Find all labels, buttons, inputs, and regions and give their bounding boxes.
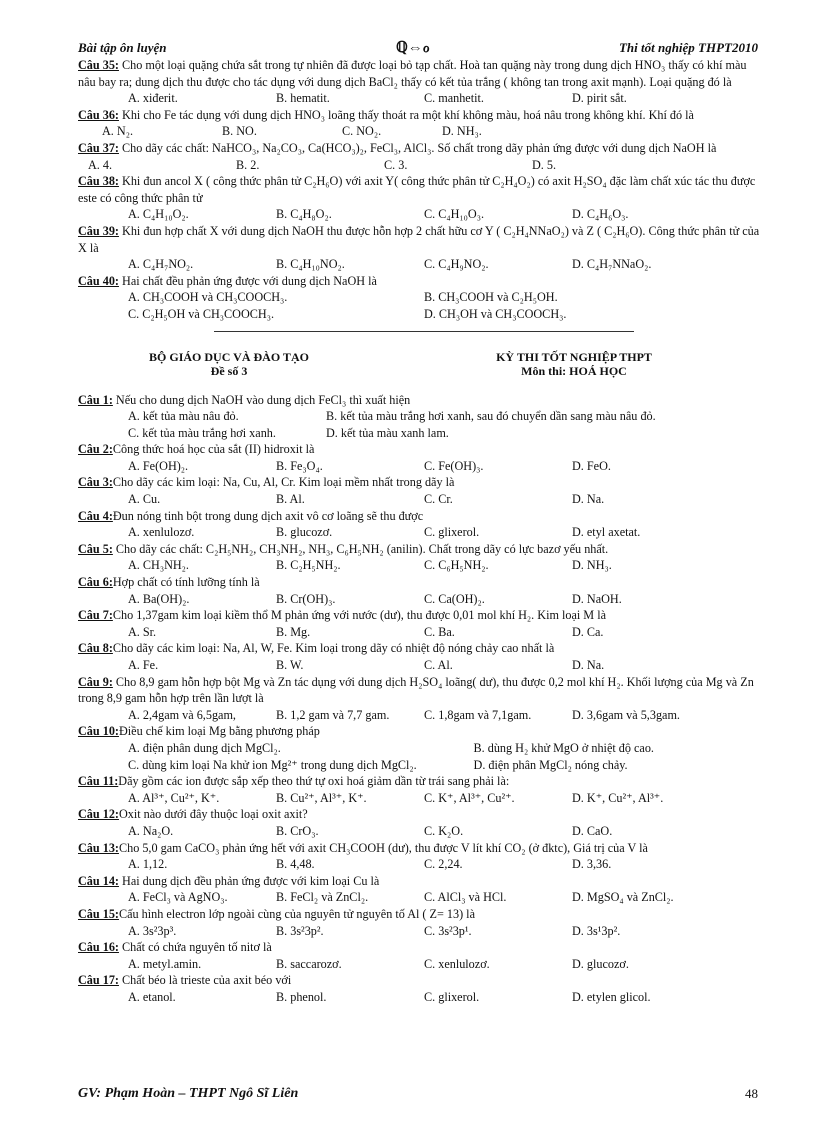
answer-option: A. điện phân dung dịch MgCl₂. bbox=[128, 740, 281, 755]
answer-options bbox=[78, 823, 760, 840]
answer-options bbox=[78, 856, 760, 873]
answer-options bbox=[78, 591, 760, 608]
answer-option: B. kết tủa màu trắng hơi xanh, sau đó chuyển dần sang màu nâu đỏ. bbox=[326, 409, 656, 424]
options-40b: C. C₂H₅OH và CH₃COOCH₃. D. CH₃OH và CH₃COOCH₃. bbox=[128, 306, 567, 321]
answer-option: D. K⁺, Cu²⁺, Al³⁺. bbox=[572, 790, 664, 805]
exam-title: KỲ THI TỐT NGHIỆP THPT bbox=[496, 349, 652, 364]
answer-options bbox=[78, 557, 760, 574]
answer-option: D. 3s¹3p². bbox=[572, 923, 621, 938]
answer-option: B. 3s²3p². bbox=[276, 923, 324, 938]
answer-option: A. 2,4gam và 6,5gam, bbox=[128, 707, 236, 722]
options-39: A. C₄H₇NO₂. B. C₄H₁₀NO₂. C. C₄H₉NO₂. D. C₄H₇NNaO₂. bbox=[128, 257, 652, 272]
answer-option: C. 3s²3p¹. bbox=[424, 923, 472, 938]
answer-option: A. CH₃NH₂. bbox=[128, 558, 189, 573]
answer-option: C. AlCl₃ và HCl. bbox=[424, 890, 507, 905]
answer-options bbox=[78, 408, 760, 425]
answer-option: A. FeCl₃ và AgNO₃. bbox=[128, 890, 228, 905]
question-item: Câu 16: Chất có chứa nguyên tố nitơ là bbox=[78, 940, 272, 955]
answer-option: C. 2,24. bbox=[424, 857, 463, 872]
answer-option: A. Fe(OH)₂. bbox=[128, 458, 189, 473]
header-right: Thi tốt nghiệp THPT2010 bbox=[618, 40, 758, 55]
answer-option: A. Sr. bbox=[128, 624, 157, 639]
question-39: Câu 39: Khi đun hợp chất X với dung dịch NaOH thu được hỗn hợp 2 chất hữu cơ Y ( C₂H₄NNaO₂) và Z ( C₂H₆O). Công thức phân tử của X là bbox=[78, 223, 760, 255]
exam-subject: Môn thi: HOÁ HỌC bbox=[521, 363, 627, 378]
options-35: A. xiđerit. B. hematit. C. manhetit. D. pirit sắt. bbox=[128, 91, 627, 106]
question-item: Câu 1: Nếu cho dung dịch NaOH vào dung dịch FeCl₃ thì xuất hiện bbox=[78, 392, 411, 407]
answer-option: C. glixerol. bbox=[424, 525, 480, 540]
page-number: 48 bbox=[745, 1086, 758, 1101]
ministry-name: BỘ GIÁO DỤC VÀ ĐÀO TẠO bbox=[149, 349, 309, 364]
question-item: Câu 8:Cho dãy các kim loại: Na, Al, W, Fe. Kim loại trong dãy có nhiệt độ nóng chảy cao nhất là bbox=[78, 641, 555, 656]
question-38: Câu 38: Khi đun ancol X ( công thức phân tử C₂H₆O) với axit Y( công thức phân tử C₂H₄O₂) có axit H₂SO₄ đặc làm chất xúc tác thu được este có công thức phân tử bbox=[78, 174, 756, 205]
answer-options bbox=[78, 657, 760, 674]
answer-option: B. phenol. bbox=[276, 989, 327, 1004]
answer-option: A. xenlulozơ. bbox=[128, 525, 195, 540]
answer-option: D. 3,36. bbox=[572, 857, 612, 872]
answer-option: B. Fe₃O₄. bbox=[276, 458, 323, 473]
answer-options bbox=[78, 790, 760, 807]
answer-option: B. Cr(OH)₃. bbox=[276, 591, 336, 606]
answer-option: D. CaO. bbox=[572, 823, 613, 838]
answer-option: A. 3s²3p³. bbox=[128, 923, 177, 938]
answer-option: D. NaOH. bbox=[572, 591, 622, 606]
answer-option: D. Na. bbox=[572, 658, 605, 672]
answer-options bbox=[78, 889, 760, 906]
answer-options bbox=[78, 425, 760, 442]
question-item: Câu 17: Chất béo là trieste của axit béo với bbox=[78, 973, 292, 988]
header-left: Bài tập ôn luyện bbox=[78, 40, 167, 55]
answer-option: D. kết tủa màu xanh lam. bbox=[326, 425, 449, 440]
question-item: Câu 6:Hợp chất có tính lưỡng tính là bbox=[78, 575, 260, 590]
answer-options bbox=[78, 524, 760, 541]
question-item: Câu 13:Cho 5,0 gam CaCO₃ phản ứng hết với axit CH₃COOH (dư), thu được V lít khí CO₂ (ở đktc), Giá trị của V là bbox=[78, 840, 648, 855]
answer-option: D. Ca. bbox=[572, 624, 604, 639]
answer-option: D. MgSO₄ và ZnCl₂. bbox=[572, 890, 674, 905]
answer-option: B. W. bbox=[276, 658, 304, 672]
answer-option: D. etylen glicol. bbox=[572, 989, 651, 1004]
question-item: Câu 7:Cho 1,37gam kim loại kiềm thổ M phản ứng với nước (dư), thu được 0,01 mol khí H₂. Kim loại M là bbox=[78, 608, 606, 623]
question-item: Câu 10:Điều chế kim loại Mg bằng phương pháp bbox=[78, 724, 320, 739]
document-body bbox=[78, 57, 760, 1005]
answer-option: A. Ba(OH)₂. bbox=[128, 591, 190, 606]
answer-option: C. dùng kim loại Na khử ion Mg²⁺ trong dung dịch MgCl₂. bbox=[128, 757, 417, 772]
answer-options bbox=[78, 923, 760, 940]
answer-option: A. 1,12. bbox=[128, 857, 168, 872]
answer-option: C. kết tủa màu trắng hơi xanh. bbox=[128, 425, 276, 440]
answer-option: B. FeCl₂ và ZnCl₂. bbox=[276, 890, 369, 905]
answer-option: C. Ca(OH)₂. bbox=[424, 591, 485, 606]
answer-option: A. etanol. bbox=[128, 989, 176, 1004]
question-37: Câu 37: Cho dãy các chất: NaHCO₃, Na₂CO₃, Ca(HCO₃)₂, FeCl₃, AlCl₃. Số chất trong dãy phản ứng được với dung dịch NaOH là A. 4. B. 2. C. 3. D. 5. bbox=[78, 140, 717, 172]
question-36: Câu 36: Khi cho Fe tác dụng với dung dịch HNO₃ loãng thấy thoát ra một khí không màu, hoá nâu trong không khí. Khí đó là A. N₂. B. NO. C. NO₂. D. NH₃. bbox=[78, 107, 694, 139]
answer-option: B. Cu²⁺, Al³⁺, K⁺. bbox=[276, 790, 367, 805]
answer-options bbox=[78, 757, 760, 774]
answer-options bbox=[78, 989, 760, 1006]
answer-option: C. xenlulozơ. bbox=[424, 956, 490, 971]
answer-options bbox=[78, 740, 760, 757]
question-list bbox=[78, 392, 760, 1006]
question-item: Câu 2:Công thức hoá học của sắt (II) hidroxit là bbox=[78, 442, 315, 457]
answer-option: C. K₂O. bbox=[424, 823, 464, 838]
answer-option: A. Al³⁺, Cu²⁺, K⁺. bbox=[128, 790, 220, 805]
section-divider bbox=[214, 331, 634, 332]
question-item: Câu 4:Đun nóng tinh bột trong dung dịch axit vô cơ loãng sẽ thu được bbox=[78, 508, 424, 523]
answer-options bbox=[78, 458, 760, 475]
options-40a: A. CH₃COOH và CH₃COOCH₃. B. CH₃COOH và C₂H₅OH. bbox=[128, 290, 558, 305]
answer-option: D. Na. bbox=[572, 492, 605, 507]
answer-option: B. C₂H₅NH₂. bbox=[276, 558, 341, 573]
answer-option: D. glucozơ. bbox=[572, 956, 629, 971]
answer-option: D. etyl axetat. bbox=[572, 525, 641, 540]
answer-option: B. 1,2 gam và 7,7 gam. bbox=[276, 707, 390, 722]
answer-option: A. Fe. bbox=[128, 658, 159, 672]
page-header bbox=[78, 40, 758, 58]
answer-option: C. glixerol. bbox=[424, 989, 480, 1004]
answer-option: C. C₆H₅NH₂. bbox=[424, 558, 489, 573]
answer-option: C. Ba. bbox=[424, 624, 455, 639]
question-item: Câu 5: Cho dãy các chất: C₂H₅NH₂, CH₃NH₂, NH₃, C₆H₅NH₂ (anilin). Chất trong dãy có lực bazơ yếu nhất. bbox=[78, 541, 609, 556]
answer-option: D. điện phân MgCl₂ nóng chảy. bbox=[473, 757, 628, 772]
answer-option: B. glucozơ. bbox=[276, 525, 333, 540]
answer-option: C. K⁺, Al³⁺, Cu²⁺. bbox=[424, 790, 515, 805]
answer-option: B. dùng H₂ khử MgO ở nhiệt độ cao. bbox=[473, 740, 654, 755]
answer-option: A. Na₂O. bbox=[128, 823, 174, 838]
footer-author: GV: Phạm Hoàn – THPT Ngô Sĩ Liên bbox=[78, 1086, 299, 1101]
question-item: Câu 12:Oxit nào dưới đây thuộc loại oxit axit? bbox=[78, 807, 308, 822]
answer-options bbox=[78, 491, 760, 508]
answer-option: B. saccarozơ. bbox=[276, 956, 342, 971]
answer-option: A. Cu. bbox=[128, 492, 161, 507]
answer-option: B. CrO₃. bbox=[276, 823, 319, 838]
answer-option: D. 3,6gam và 5,3gam. bbox=[572, 707, 680, 722]
options-38: A. C₄H₁₀O₂. B. C₄H₈O₂. C. C₄H₁₀O₃. D. C₄H₆O₃. bbox=[128, 207, 629, 222]
question-item: Câu 3:Cho dãy các kim loại: Na, Cu, Al, Cr. Kim loại mềm nhất trong dãy là bbox=[78, 475, 455, 490]
exam-number: Đề số 3 bbox=[210, 363, 248, 378]
answer-options bbox=[78, 707, 760, 724]
answer-option: C. Cr. bbox=[424, 492, 453, 507]
answer-option: D. NH₃. bbox=[572, 558, 612, 573]
answer-option: C. Al. bbox=[424, 658, 453, 672]
question-item: Câu 15:Cấu hình electron lớp ngoài cùng của nguyên tử nguyên tố Al ( Z= 13) là bbox=[78, 906, 475, 921]
answer-option: D. FeO. bbox=[572, 458, 611, 473]
question-item: Câu 14: Hai dung dịch đều phản ứng được với kim loại Cu là bbox=[78, 873, 380, 888]
question-item: Câu 11:Dãy gồm các ion được sắp xếp theo thứ tự oxi hoá giảm dần từ trái sang phải là: bbox=[78, 774, 510, 789]
answer-option: C. Fe(OH)₃. bbox=[424, 458, 484, 473]
answer-options bbox=[78, 624, 760, 641]
answer-option: A. kết tủa màu nâu đỏ. bbox=[128, 409, 239, 424]
answer-options bbox=[78, 956, 760, 973]
answer-option: C. 1,8gam và 7,1gam. bbox=[424, 707, 532, 722]
question-35: Câu 35: Cho một loại quặng chứa sắt trong tự nhiên đã được loại bỏ tạp chất. Hoà tan quặng này trong dung dịch HNO₃ thấy có khí màu nâu bay ra; dung dịch thu được cho tác dụng với dung dịch BaCl₂ thấy có kết tủa trắng ( không tan trong axit mạnh). Loại quặng đó là bbox=[78, 58, 747, 89]
answer-option: B. Mg. bbox=[276, 624, 311, 639]
page-footer bbox=[78, 1086, 758, 1102]
exam-heading bbox=[78, 350, 760, 392]
question-item: Câu 9: Cho 8,9 gam hỗn hợp bột Mg và Zn tác dụng với dung dịch H₂SO₄ loãng( dư), thu được 0,2 mol khí H₂. Khối lượng của Mg và Zn trong 8,9 gam hỗn hợp trên lần lượt là bbox=[78, 674, 754, 706]
header-ornament: ℚ⇔ℴ bbox=[396, 40, 430, 56]
question-40: Câu 40: Hai chất đều phản ứng được với dung dịch NaOH là bbox=[78, 273, 377, 288]
answer-option: A. metyl.amin. bbox=[128, 956, 202, 971]
answer-option: B. 4,48. bbox=[276, 857, 315, 872]
answer-option: B. Al. bbox=[276, 492, 305, 507]
